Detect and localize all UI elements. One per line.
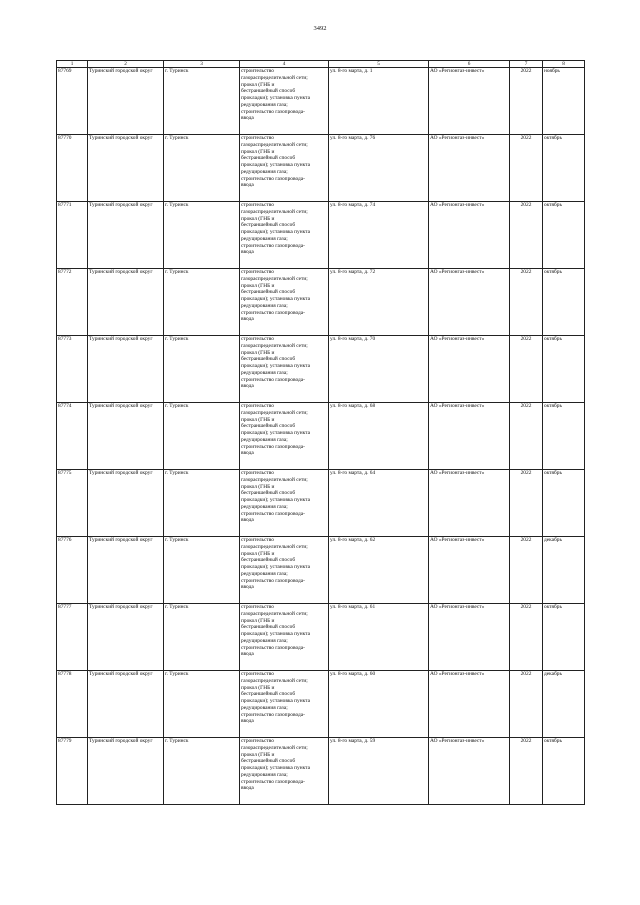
work-description-line: строительство газопровода- — [241, 644, 305, 651]
locality-cell: г. Туринск — [164, 537, 240, 604]
work-description-line: ввода — [241, 316, 254, 323]
work-description-line: бестраншейный способ — [241, 758, 296, 765]
address-cell: ул. 8-го марта, д. 59 — [329, 738, 429, 805]
work-description-line: строительство газопровода- — [241, 309, 305, 316]
work-description-line: редуцирования газа; — [241, 637, 288, 644]
row-id-cell: 87772 — [57, 269, 88, 336]
work-description-cell — [240, 336, 329, 403]
month-cell: октябрь — [543, 336, 585, 403]
column-header: 2 — [88, 61, 164, 68]
work-description-cell — [240, 537, 329, 604]
work-description-line: прокладки); установка пункта — [241, 497, 310, 503]
work-description-line: прокол (ГНБ и — [241, 215, 275, 222]
work-description-line: редуцирования газа; — [241, 704, 288, 711]
organization-cell: АО «Регионгаз-инвест» — [429, 738, 510, 805]
locality-cell: г. Туринск — [164, 604, 240, 671]
address-cell: ул. 8-го марта, д. 64 — [329, 470, 429, 537]
column-header: 4 — [240, 61, 329, 68]
work-description-line: строительство газопровода- — [241, 376, 305, 383]
table-row — [57, 68, 585, 135]
address-cell: ул. 8-го марта, д. 74 — [329, 202, 429, 269]
work-description-line: прокладки); установка пункта — [241, 363, 310, 369]
work-description-cell — [240, 269, 329, 336]
district-cell: Туринский городской округ — [88, 738, 164, 805]
work-description-line: строительство газопровода- — [241, 175, 305, 182]
work-description-line: строительство — [241, 269, 274, 275]
work-description-line: строительство — [241, 470, 274, 476]
work-description-line: ввода — [241, 718, 254, 725]
year-cell: 2022 — [510, 135, 543, 202]
month-cell: ноябрь — [543, 68, 585, 135]
locality-cell: г. Туринск — [164, 671, 240, 738]
work-description-line: прокладки); установка пункта — [241, 162, 310, 168]
work-description-cell — [240, 202, 329, 269]
row-id-cell: 87775 — [57, 470, 88, 537]
work-description-line: строительство газопровода- — [241, 242, 305, 249]
work-description-line: газораспределительной сети; — [241, 744, 308, 751]
work-description-line: строительство — [241, 135, 274, 141]
work-description-line: прокладки); установка пункта — [241, 95, 310, 101]
month-cell: октябрь — [543, 403, 585, 470]
locality-cell: г. Туринск — [164, 403, 240, 470]
month-cell: октябрь — [543, 135, 585, 202]
district-cell: Туринский городской округ — [88, 604, 164, 671]
address-cell: ул. 8-го марта, д. 62 — [329, 537, 429, 604]
row-id-cell: 87774 — [57, 403, 88, 470]
district-cell: Туринский городской округ — [88, 202, 164, 269]
work-description-line: бестраншейный способ — [241, 356, 296, 363]
work-description-line: редуцирования газа; — [241, 235, 288, 242]
organization-cell: АО «Регионгаз-инвест» — [429, 604, 510, 671]
work-description-line: газораспределительной сети; — [241, 543, 308, 550]
work-description-line: строительство газопровода- — [241, 108, 305, 115]
year-cell: 2022 — [510, 202, 543, 269]
work-description-line: газораспределительной сети; — [241, 275, 308, 282]
row-id-cell: 87776 — [57, 537, 88, 604]
month-cell: октябрь — [543, 269, 585, 336]
work-description-line: редуцирования газа; — [241, 436, 288, 443]
locality-cell: г. Туринск — [164, 269, 240, 336]
district-cell: Туринский городской округ — [88, 537, 164, 604]
work-description-line: бестраншейный способ — [241, 222, 296, 229]
work-description-line: строительство — [241, 336, 274, 342]
organization-cell: АО «Регионгаз-инвест» — [429, 269, 510, 336]
work-description-line: ввода — [241, 450, 254, 457]
table-row — [57, 135, 585, 202]
locality-cell: г. Туринск — [164, 336, 240, 403]
work-description-line: бестраншейный способ — [241, 490, 296, 497]
work-description-line: строительство газопровода- — [241, 443, 305, 450]
work-description-line: редуцирования газа; — [241, 503, 288, 510]
page-number: 3492 — [313, 25, 327, 32]
organization-cell: АО «Регионгаз-инвест» — [429, 202, 510, 269]
year-cell: 2022 — [510, 336, 543, 403]
work-description-line: прокол (ГНБ и — [241, 282, 275, 289]
work-description-line: газораспределительной сети; — [241, 74, 308, 81]
work-description-line: прокладки); установка пункта — [241, 229, 310, 235]
column-header: 3 — [164, 61, 240, 68]
table-row — [57, 269, 585, 336]
work-description-line: прокол (ГНБ и — [241, 751, 275, 758]
address-cell: ул. 8-го марта, д. 1 — [329, 68, 429, 135]
work-description-line: прокол (ГНБ и — [241, 617, 275, 624]
district-cell: Туринский городской округ — [88, 269, 164, 336]
work-description-line: строительство — [241, 738, 274, 744]
month-cell: октябрь — [543, 470, 585, 537]
work-description-line: бестраншейный способ — [241, 624, 296, 631]
work-description-line: прокол (ГНБ и — [241, 81, 275, 88]
organization-cell: АО «Регионгаз-инвест» — [429, 135, 510, 202]
work-description-line: бестраншейный способ — [241, 423, 296, 430]
address-cell: ул. 8-го марта, д. 70 — [329, 336, 429, 403]
work-description-line: прокладки); установка пункта — [241, 430, 310, 436]
address-cell: ул. 8-го марта, д. 72 — [329, 269, 429, 336]
work-description-line: ввода — [241, 115, 254, 122]
row-id-cell: 87770 — [57, 135, 88, 202]
district-cell: Туринский городской округ — [88, 336, 164, 403]
work-description-line: редуцирования газа; — [241, 369, 288, 376]
year-cell: 2022 — [510, 671, 543, 738]
table-row — [57, 604, 585, 671]
work-description-line: строительство — [241, 537, 274, 543]
registry-table — [56, 60, 585, 805]
organization-cell: АО «Регионгаз-инвест» — [429, 537, 510, 604]
work-description-line: ввода — [241, 383, 254, 390]
column-header: 6 — [429, 61, 510, 68]
work-description-cell — [240, 671, 329, 738]
work-description-line: прокол (ГНБ и — [241, 550, 275, 557]
work-description-line: ввода — [241, 249, 254, 256]
organization-cell: АО «Регионгаз-инвест» — [429, 68, 510, 135]
work-description-cell — [240, 470, 329, 537]
row-id-cell: 87778 — [57, 671, 88, 738]
work-description-line: прокладки); установка пункта — [241, 564, 310, 570]
locality-cell: г. Туринск — [164, 202, 240, 269]
work-description-line: газораспределительной сети; — [241, 409, 308, 416]
work-description-line: прокол (ГНБ и — [241, 684, 275, 691]
row-id-cell: 87773 — [57, 336, 88, 403]
district-cell: Туринский городской округ — [88, 68, 164, 135]
work-description-line: редуцирования газа; — [241, 570, 288, 577]
organization-cell: АО «Регионгаз-инвест» — [429, 470, 510, 537]
address-cell: ул. 8-го марта, д. 68 — [329, 403, 429, 470]
work-description-line: прокол (ГНБ и — [241, 148, 275, 155]
work-description-line: прокол (ГНБ и — [241, 416, 275, 423]
work-description-line: прокладки); установка пункта — [241, 296, 310, 302]
district-cell: Туринский городской округ — [88, 470, 164, 537]
district-cell: Туринский городской округ — [88, 403, 164, 470]
month-cell: октябрь — [543, 738, 585, 805]
district-cell: Туринский городской округ — [88, 135, 164, 202]
district-cell: Туринский городской округ — [88, 671, 164, 738]
address-cell: ул. 8-го марта, д. 76 — [329, 135, 429, 202]
work-description-cell — [240, 135, 329, 202]
work-description-line: бестраншейный способ — [241, 691, 296, 698]
table-row — [57, 738, 585, 805]
work-description-line: прокладки); установка пункта — [241, 631, 310, 637]
address-cell: ул. 8-го марта, д. 60 — [329, 671, 429, 738]
month-cell: декабрь — [543, 671, 585, 738]
year-cell: 2022 — [510, 68, 543, 135]
work-description-line: редуцирования газа; — [241, 168, 288, 175]
work-description-line: бестраншейный способ — [241, 557, 296, 564]
work-description-line: ввода — [241, 785, 254, 792]
year-cell: 2022 — [510, 403, 543, 470]
work-description-line: строительство газопровода- — [241, 778, 305, 785]
work-description-line: строительство — [241, 671, 274, 677]
work-description-line: строительство — [241, 202, 274, 208]
work-description-cell — [240, 738, 329, 805]
work-description-line: прокол (ГНБ и — [241, 349, 275, 356]
month-cell: декабрь — [543, 537, 585, 604]
column-header: 8 — [543, 61, 585, 68]
locality-cell: г. Туринск — [164, 470, 240, 537]
table-body — [57, 68, 585, 805]
year-cell: 2022 — [510, 604, 543, 671]
header-row — [57, 61, 585, 68]
row-id-cell: 87777 — [57, 604, 88, 671]
work-description-line: строительство — [241, 604, 274, 610]
work-description-line: ввода — [241, 182, 254, 189]
work-description-line: ввода — [241, 584, 254, 591]
column-header: 7 — [510, 61, 543, 68]
locality-cell: г. Туринск — [164, 738, 240, 805]
work-description-line: прокладки); установка пункта — [241, 765, 310, 771]
work-description-line: строительство газопровода- — [241, 510, 305, 517]
column-header: 5 — [329, 61, 429, 68]
work-description-line: газораспределительной сети; — [241, 677, 308, 684]
work-description-cell — [240, 403, 329, 470]
work-description-cell — [240, 604, 329, 671]
work-description-line: редуцирования газа; — [241, 101, 288, 108]
organization-cell: АО «Регионгаз-инвест» — [429, 403, 510, 470]
row-id-cell: 87771 — [57, 202, 88, 269]
work-description-line: бестраншейный способ — [241, 155, 296, 162]
work-description-line: строительство газопровода- — [241, 577, 305, 584]
work-description-line: строительство — [241, 403, 274, 409]
month-cell: октябрь — [543, 202, 585, 269]
work-description-line: редуцирования газа; — [241, 302, 288, 309]
table-row — [57, 202, 585, 269]
table-row — [57, 336, 585, 403]
work-description-line: строительство — [241, 68, 274, 74]
table-row — [57, 403, 585, 470]
work-description-line: газораспределительной сети; — [241, 141, 308, 148]
work-description-line: газораспределительной сети; — [241, 610, 308, 617]
year-cell: 2022 — [510, 738, 543, 805]
locality-cell: г. Туринск — [164, 135, 240, 202]
year-cell: 2022 — [510, 269, 543, 336]
work-description-line: бестраншейный способ — [241, 289, 296, 296]
work-description-line: строительство газопровода- — [241, 711, 305, 718]
work-description-line: редуцирования газа; — [241, 771, 288, 778]
table-row — [57, 537, 585, 604]
address-cell: ул. 8-го марта, д. 61 — [329, 604, 429, 671]
year-cell: 2022 — [510, 470, 543, 537]
work-description-line: прокладки); установка пункта — [241, 698, 310, 704]
work-description-line: газораспределительной сети; — [241, 342, 308, 349]
work-description-line: бестраншейный способ — [241, 88, 296, 95]
column-header: 1 — [57, 61, 88, 68]
year-cell: 2022 — [510, 537, 543, 604]
work-description-line: ввода — [241, 517, 254, 524]
row-id-cell: 87769 — [57, 68, 88, 135]
table-row — [57, 470, 585, 537]
row-id-cell: 87779 — [57, 738, 88, 805]
work-description-cell — [240, 68, 329, 135]
table-row — [57, 671, 585, 738]
work-description-line: ввода — [241, 651, 254, 658]
locality-cell: г. Туринск — [164, 68, 240, 135]
work-description-line: газораспределительной сети; — [241, 208, 308, 215]
work-description-line: газораспределительной сети; — [241, 476, 308, 483]
organization-cell: АО «Регионгаз-инвест» — [429, 336, 510, 403]
work-description-line: прокол (ГНБ и — [241, 483, 275, 490]
organization-cell: АО «Регионгаз-инвест» — [429, 671, 510, 738]
month-cell: октябрь — [543, 604, 585, 671]
